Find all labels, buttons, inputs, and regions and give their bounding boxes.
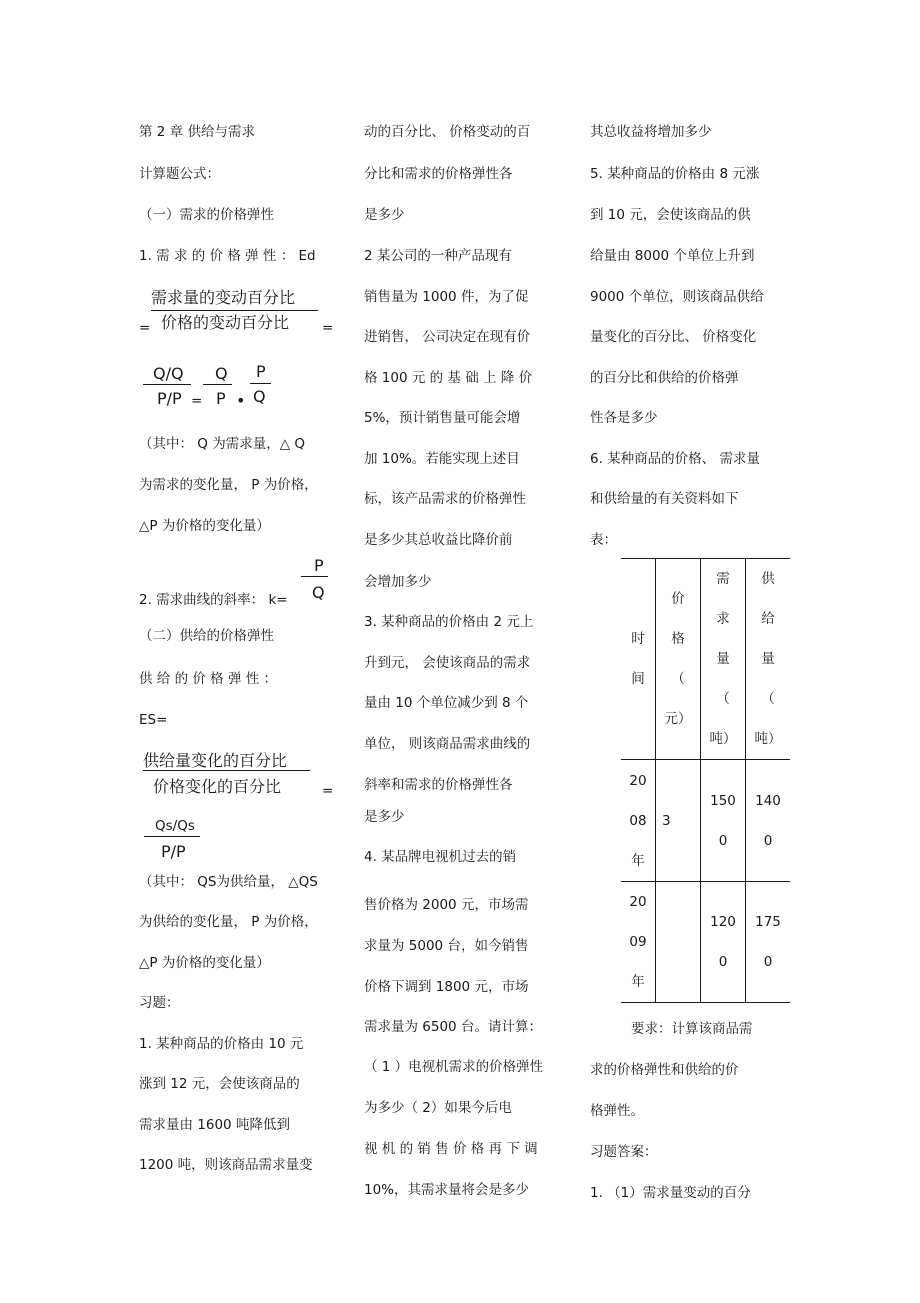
equals-sign: = bbox=[322, 320, 334, 336]
question-text: 4. 某品牌电视机过去的销 bbox=[364, 849, 517, 865]
question-text: 10%，其需求量将会是多少 bbox=[364, 1182, 530, 1198]
answers-heading: 习题答案： bbox=[590, 1144, 658, 1160]
requirement-text: 要求：计算该商品需 bbox=[631, 1021, 753, 1037]
question-text: 会增加多少 bbox=[364, 574, 432, 590]
question-text: 销售量为 1000 件，为了促 bbox=[364, 289, 529, 305]
question-text: 价格下调到 1800 元，市场 bbox=[364, 979, 529, 995]
question-text: 分比和需求的价格弹性各 bbox=[364, 166, 513, 182]
multiply-dot: • bbox=[236, 391, 246, 410]
table-cell-price: 3 bbox=[656, 760, 701, 882]
question-text: 升到元， 会使该商品的需求 bbox=[364, 655, 531, 671]
question-text: 涨到 12 元，会使该商品的 bbox=[139, 1076, 300, 1092]
question-text: 1. 某种商品的价格由 10 元 bbox=[139, 1036, 304, 1052]
question-text: 为多少（ 2）如果今后电 bbox=[364, 1100, 512, 1116]
note-text: （其中： QS为供给量， △QS bbox=[139, 874, 318, 890]
question-text: 进销售， 公司决定在现有价 bbox=[364, 329, 531, 345]
question-text: 是多少 bbox=[364, 207, 405, 223]
question-text: 3. 某种商品的价格由 2 元上 bbox=[364, 614, 534, 630]
formula-q-over-q: Q/Q bbox=[153, 364, 184, 383]
question-text: 表： bbox=[590, 532, 617, 548]
question-text: 和供给量的有关资料如下 bbox=[590, 491, 739, 507]
requirement-text: 求的价格弹性和供给的价 bbox=[590, 1062, 739, 1078]
table-header-row bbox=[621, 559, 790, 760]
equals-sign: = bbox=[139, 320, 151, 336]
equals-sign: = bbox=[191, 393, 203, 409]
note-text: △P 为价格的变化量） bbox=[139, 955, 270, 971]
question-text: 的百分比和供给的价格弹 bbox=[590, 370, 739, 386]
formula-p: P bbox=[216, 389, 226, 408]
table-header-cell: 需 求 量 （ 吨） bbox=[701, 559, 746, 760]
fraction-denominator: 价格的变动百分比 bbox=[161, 313, 290, 332]
question-text: 到 10 元，会使该商品的供 bbox=[590, 207, 751, 223]
table-cell-year: 20 09 年 bbox=[621, 882, 656, 1003]
question-text: 5%，预计销售量可能会增 bbox=[364, 410, 521, 426]
formula-heading: 计算题公式： bbox=[139, 166, 220, 182]
table-cell-year: 20 08 年 bbox=[621, 760, 656, 882]
question-text: 需求量为 6500 台。请计算： bbox=[364, 1019, 542, 1035]
formula-p: P bbox=[256, 362, 266, 381]
fraction-bar bbox=[250, 383, 271, 384]
question-text: 性各是多少 bbox=[590, 410, 658, 426]
note-text: △P 为价格的变化量） bbox=[139, 518, 270, 534]
requirement-text: 格弹性。 bbox=[590, 1103, 644, 1119]
note-text: 为需求的变化量， P 为价格， bbox=[139, 477, 318, 493]
table-header-cell: 时 间 bbox=[621, 559, 656, 760]
question-text: 标，该产品需求的价格弹性 bbox=[364, 491, 526, 507]
question-text: 格 100 元 的 基 础 上 降 价 bbox=[364, 370, 533, 386]
section-demand-elasticity: （一）需求的价格弹性 bbox=[139, 207, 274, 223]
item-supply-elasticity: 供 给 的 价 格 弹 性 ： bbox=[139, 671, 278, 687]
question-text: 其总收益将增加多少 bbox=[590, 124, 712, 140]
question-text: 需求量由 1600 吨降低到 bbox=[139, 1117, 290, 1133]
slope-label: 2. 需求曲线的斜率： k= bbox=[139, 592, 288, 608]
fraction-numerator: 需求量的变动百分比 bbox=[151, 288, 296, 307]
formula-q: Q bbox=[215, 364, 228, 383]
fraction-bar bbox=[203, 384, 232, 385]
question-text: 售价格为 2000 元，市场需 bbox=[364, 897, 529, 913]
answer-text: 1. （1）需求量变动的百分 bbox=[590, 1185, 751, 1201]
question-text: 是多少 bbox=[364, 809, 405, 825]
question-text: 6. 某种商品的价格、 需求量 bbox=[590, 451, 760, 467]
question-text: 量变化的百分比、 价格变化 bbox=[590, 329, 757, 345]
table-row bbox=[621, 882, 790, 1003]
table-cell-supply: 140 0 bbox=[746, 760, 791, 882]
question-text: 视 机 的 销 售 价 格 再 下 调 bbox=[364, 1141, 538, 1157]
note-text: （其中： Q 为需求量，△ Q bbox=[139, 436, 306, 452]
fraction-numerator: 供给量变化的百分比 bbox=[143, 751, 288, 770]
table-row bbox=[621, 760, 790, 882]
question-text: 9000 个单位，则该商品供给 bbox=[590, 289, 764, 305]
question-text: 1200 吨，则该商品需求量变 bbox=[139, 1157, 313, 1173]
formula-p-over-p: P/P bbox=[157, 389, 182, 408]
formula-qs-over-qs: Qs/Qs bbox=[155, 818, 195, 834]
supply-demand-table bbox=[621, 558, 790, 1003]
table-cell-price bbox=[656, 882, 701, 1003]
equals-sign: = bbox=[322, 783, 334, 799]
question-text: 斜率和需求的价格弹性各 bbox=[364, 777, 513, 793]
question-text: 加 10%。若能实现上述目 bbox=[364, 451, 520, 467]
slope-numerator: P bbox=[314, 556, 324, 575]
table-header-cell: 供 给 量 （ 吨） bbox=[746, 559, 791, 760]
question-text: 2 某公司的一种产品现有 bbox=[364, 248, 512, 264]
fraction-bar bbox=[143, 770, 310, 771]
formula-p-over-p: P/P bbox=[161, 842, 186, 861]
section-supply-elasticity: （二）供给的价格弹性 bbox=[139, 628, 274, 644]
note-text: 为供给的变化量， P 为价格， bbox=[139, 914, 318, 930]
table-header-cell: 价 格 （ 元） bbox=[656, 559, 701, 760]
table-cell-supply: 175 0 bbox=[746, 882, 791, 1003]
fraction-bar bbox=[144, 836, 200, 837]
slope-denominator: Q bbox=[312, 583, 325, 602]
chapter-title: 第 2 章 供给与需求 bbox=[139, 124, 255, 140]
fraction-denominator: 价格变化的百分比 bbox=[153, 777, 282, 796]
item-supply-elasticity: ES= bbox=[139, 712, 168, 728]
question-text: 是多少其总收益比降价前 bbox=[364, 532, 513, 548]
question-text: 给量由 8000 个单位上升到 bbox=[590, 248, 755, 264]
question-text: 量由 10 个单位减少到 8 个 bbox=[364, 695, 529, 711]
question-text: 单位， 则该商品需求曲线的 bbox=[364, 736, 531, 752]
table-cell-demand: 120 0 bbox=[701, 882, 746, 1003]
fraction-bar bbox=[143, 384, 191, 385]
question-text: （ 1 ）电视机需求的价格弹性 bbox=[364, 1059, 544, 1075]
table-cell-demand: 150 0 bbox=[701, 760, 746, 882]
item-demand-elasticity: 1. 需 求 的 价 格 弹 性 ： Ed bbox=[139, 248, 316, 264]
fraction-bar bbox=[151, 310, 318, 311]
formula-q: Q bbox=[253, 387, 266, 406]
fraction-bar bbox=[301, 576, 328, 577]
exercise-heading: 习题： bbox=[139, 995, 180, 1011]
question-text: 求量为 5000 台，如今销售 bbox=[364, 938, 529, 954]
question-text: 5. 某种商品的价格由 8 元涨 bbox=[590, 166, 760, 182]
question-text: 动的百分比、 价格变动的百 bbox=[364, 124, 531, 140]
